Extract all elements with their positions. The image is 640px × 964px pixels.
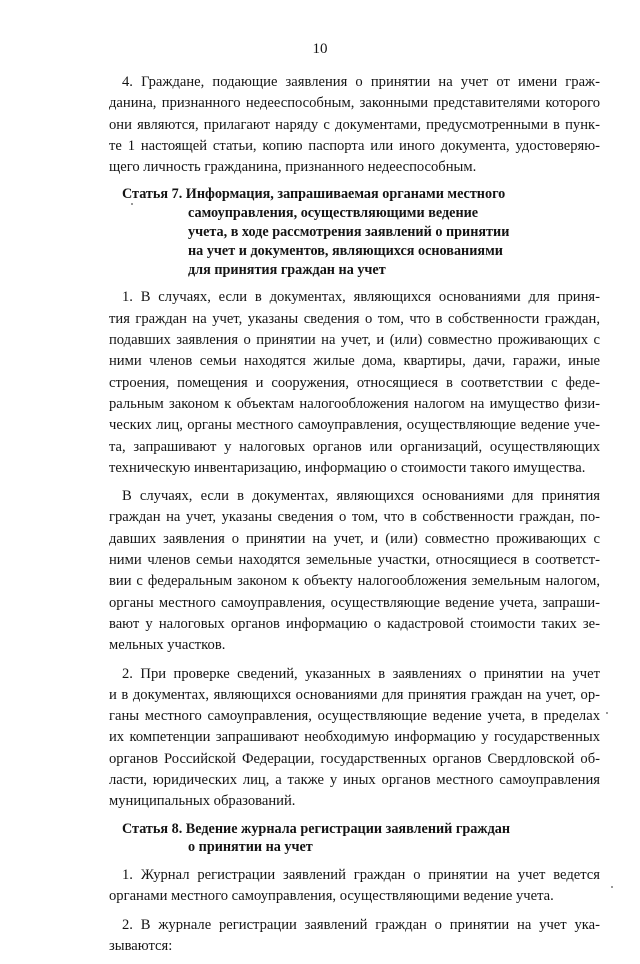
text-line: муниципальных образований. bbox=[109, 793, 296, 810]
text-line: и в документах, являющихся основаниями для принятия граждан на учет, ор- bbox=[109, 686, 600, 703]
article-8-paragraph-2 bbox=[109, 915, 600, 958]
text-line: ческих лиц, органы местного самоуправления, осуществляющие ведение уче- bbox=[109, 417, 600, 434]
text-line: В случаях, если в документах, являющихся основаниями для принятия bbox=[122, 488, 600, 505]
heading-line: Статья 8. Ведение журнала регистрации заявлений граждан bbox=[122, 820, 511, 837]
heading-line: Статья 7. Информация, запрашиваемая органами местного bbox=[122, 186, 506, 203]
scan-speck bbox=[131, 203, 133, 205]
heading-line: учета, в ходе рассмотрения заявлений о принятии bbox=[188, 224, 510, 241]
text-line: вии с федеральным законом к объекту налогообложения земельным налогом, bbox=[109, 573, 600, 590]
text-line: данина, признанного недееспособным, законными представителями которого bbox=[109, 95, 600, 112]
text-line: 1. Журнал регистрации заявлений граждан о принятии на учет ведется bbox=[122, 867, 600, 884]
paragraph-item-4 bbox=[109, 72, 600, 178]
text-line: вают у налоговых органов информацию о кадастровой стоимости таких зе- bbox=[109, 615, 600, 632]
text-line: 2. При проверке сведений, указанных в заявлениях о принятии на учет bbox=[122, 665, 600, 682]
text-line: техническую инвентаризацию, информацию о стоимости такого имущества. bbox=[109, 459, 586, 476]
text-line: мельных участков. bbox=[109, 637, 226, 654]
text-line: их компетенции запрашивают необходимую информацию у государственных bbox=[109, 729, 600, 746]
text-line: они являются, прилагают наряду с документами, предусмотренными в пунк- bbox=[109, 116, 600, 133]
text-line: органами местного самоуправления, осуществляющими ведение учета. bbox=[109, 888, 554, 905]
text-line: 4. Граждане, подающие заявления о принятии на учет от имени граж- bbox=[122, 74, 600, 90]
text-line: ганы местного самоуправления, осуществляющие ведение учета, в пределах bbox=[109, 708, 600, 725]
text-line: зываются: bbox=[109, 938, 173, 955]
text-line: тия граждан на учет, указаны сведения о том, что в собственности граждан, bbox=[109, 310, 600, 327]
text-line: давших заявления о принятии на учет, и (или) совместно проживающих с bbox=[109, 530, 600, 547]
text-line: те 1 настоящей статьи, копию паспорта или иного документа, удостоверяю- bbox=[109, 137, 600, 154]
text-line: ними членов семьи находятся земельные участки, относящиеся в соответст- bbox=[109, 552, 600, 569]
text-line: строения, помещения и сооружения, относящиеся в соответствии с феде- bbox=[109, 374, 600, 391]
heading-line: на учет и документов, являющихся основаниями bbox=[188, 242, 503, 259]
heading-line: для принятия граждан на учет bbox=[188, 261, 386, 278]
article-8-paragraph-1 bbox=[109, 865, 600, 908]
heading-line: о принятии на учет bbox=[188, 839, 313, 856]
text-line: ними членов семьи находятся жилые дома, квартиры, дачи, гаражи, иные bbox=[109, 353, 600, 370]
article-7-heading bbox=[109, 185, 600, 279]
text-line: органов Российской Федерации, государственных органов Свердловской об- bbox=[109, 750, 600, 767]
text-line: ласти, юридических лиц, а также у иных органов местного самоуправления bbox=[109, 772, 600, 788]
page-number: 10 bbox=[312, 41, 328, 57]
text-line: 1. В случаях, если в документах, являющихся основаниями для приня- bbox=[122, 289, 600, 306]
scan-speck bbox=[611, 886, 613, 888]
text-line: подавших заявления о принятии на учет, и (или) совместно проживающих с bbox=[109, 332, 600, 349]
text-line: органы местного самоуправления, осуществляющие ведение учета, запраши- bbox=[109, 594, 600, 611]
text-line: 2. В журнале регистрации заявлений граждан о принятии на учет ука- bbox=[122, 916, 600, 933]
article-7-paragraph-1 bbox=[109, 287, 600, 479]
article-7-paragraph-2 bbox=[109, 664, 600, 813]
heading-line: самоуправления, осуществляющими ведение bbox=[188, 205, 479, 222]
article-8-heading bbox=[109, 820, 600, 858]
text-line: щего личность гражданина, признанного недееспособным. bbox=[109, 159, 477, 176]
text-line: ральным законом к объектам налогообложения налогом на имущество физи- bbox=[109, 395, 600, 412]
document-body bbox=[109, 72, 600, 964]
scan-speck bbox=[606, 712, 608, 714]
article-7-paragraph-1-continued bbox=[109, 486, 600, 656]
text-line: та, запрашивают у налоговых органов или организаций, осуществляющих bbox=[109, 438, 600, 455]
text-line: граждан на учет, указаны сведения о том, что в собственности граждан, по- bbox=[109, 509, 600, 526]
